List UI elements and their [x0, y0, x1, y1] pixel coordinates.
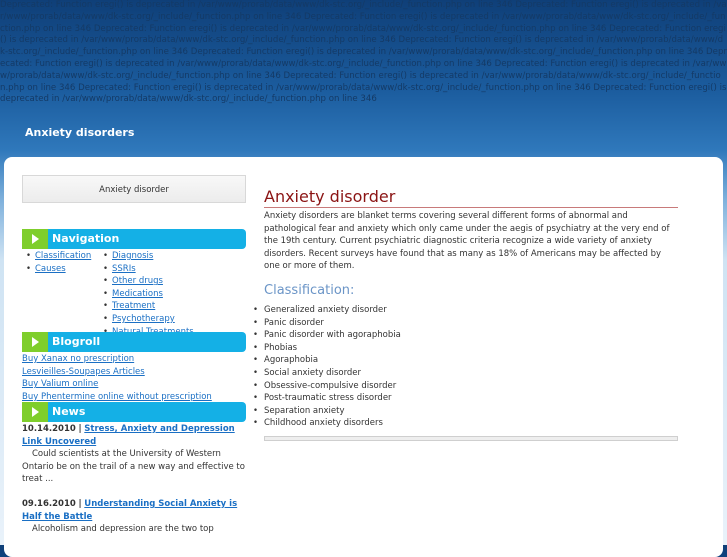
nav-link[interactable]: SSRIs [112, 263, 136, 274]
nav-item-classification[interactable] [24, 250, 91, 263]
news-title-link[interactable]: Understanding Social Anxiety is Half the Battle [22, 498, 238, 522]
news-heading [22, 402, 246, 422]
navigation-menu [22, 249, 246, 332]
nav-item-medications[interactable] [101, 288, 194, 301]
news-list [22, 422, 246, 536]
play-arrow-icon [22, 332, 48, 352]
nav-column-2 [101, 250, 194, 338]
blogroll-heading-label: Blogroll [52, 335, 101, 348]
intro-paragraph: Anxiety disorders are blanket terms covering several different forms of abnormal and pathological fear and anxiety which only came under the aegis of psychiatry at the very end of the 19th century. Current psychiatric diagnostic criteria recognize a wide variety of anxiety disorders. Recent surveys have found that as many as 18% of Americans may be affected by one or more of them. [264, 211, 670, 272]
nav-link[interactable]: Other drugs [112, 276, 163, 287]
blogroll-list [22, 352, 246, 402]
list-item: • Generalized anxiety disorder [264, 304, 678, 317]
news-date: 10.14.2010 [22, 424, 76, 434]
nav-item-treatment[interactable] [101, 300, 194, 313]
list-item: • Post-traumatic stress disorder [264, 392, 678, 405]
news-title-link[interactable]: Stress, Anxiety and Depression Link Uncovered [22, 424, 235, 447]
sidebar [22, 175, 246, 548]
nav-item-psychotherapy[interactable] [101, 313, 194, 326]
nav-item-diagnosis[interactable] [101, 250, 194, 263]
navigation-heading [22, 229, 246, 249]
news-heading-label: News [52, 405, 86, 418]
nav-link[interactable]: Psychotherapy [112, 313, 175, 324]
list-item: • Phobias [264, 342, 678, 355]
nav-link[interactable]: Medications [112, 288, 163, 299]
nav-link[interactable]: Treatment [112, 301, 156, 312]
blogroll-link[interactable]: Buy Phentermine online without prescription [22, 391, 212, 402]
news-excerpt: Could scientists at the University of Western Ontario be on the trail of a new way and effective to treat ... [22, 449, 245, 485]
list-item: • Panic disorder with agoraphobia [264, 329, 678, 342]
list-item: • Childhood anxiety disorders [264, 417, 678, 430]
blogroll-link[interactable]: Lesvieilles-Soupapes Articles [22, 366, 145, 377]
sidebar-spacer [22, 203, 246, 229]
content-panel [4, 157, 723, 557]
blogroll-link[interactable]: Buy Xanax no prescription [22, 354, 135, 364]
php-deprecated-warnings: Deprecated: Function eregi() is deprecated in /var/www/prorab/data/www/dk-stc.org/_include/_function.php on line 346 Deprecated: Function eregi() is deprecated in /var/www/prorab/data/www/dk-stc.org/_include/_function.php on line 346 Deprecated: Function eregi() is deprecated in /var/www/prorab/data/www/dk-stc.org/_include/_function.php on line 346 Deprecated: Function eregi() is deprecated in /var/www/prorab/data/www/dk-stc.org/_include/_function.php on line 346 Deprecated: Function eregi() is deprecated in /var/www/prorab/data/www/dk-stc.org/_include/_function.php on line 346 Deprecated: Function eregi() is deprecated in /var/www/prorab/data/www/dk-stc.org/_include/_function.php on line 346 Deprecated: Function eregi() is deprecated in /var/www/prorab/data/www/dk-stc.org/_include/_function.php on line 346 Deprecated: Function eregi() is deprecated in /var/www/prorab/data/www/dk-stc.org/_include/_function.php on line 346 Deprecated: Function eregi() is deprecated in /var/www/prorab/data/www/dk-stc.org/_include/_function.php on line 346 Deprecated: Function eregi() is deprecated in /var/www/prorab/data/www/dk-stc.org/_include/_function.php on line 346 Deprecated: Function eregi() is deprecated in /var/www/prorab/data/www/dk-stc.org/_include/_function.php on line 346 Deprecated: Function eregi() is deprecated in /var/www/prorab/data/www/dk-stc.org/_include/_function.php on line 346 [0, 0, 727, 105]
nav-link[interactable]: Classification [35, 251, 92, 261]
main-content [264, 187, 678, 441]
nav-column-1 [24, 250, 91, 275]
news-separator: | [78, 498, 82, 509]
blogroll-link[interactable]: Buy Valium online [22, 379, 99, 390]
list-item: • Obsessive-compulsive disorder [264, 380, 678, 393]
news-item [22, 498, 246, 536]
news-separator: | [78, 424, 82, 434]
list-item: • Separation anxiety [264, 405, 678, 418]
nav-link[interactable]: Diagnosis [112, 251, 154, 261]
list-item: • Panic disorder [264, 317, 678, 330]
news-excerpt: Alcoholism and depression are the two top [32, 524, 214, 535]
list-item: • Social anxiety disorder [264, 367, 678, 380]
content-divider [264, 436, 678, 441]
news-item [22, 423, 246, 486]
play-arrow-icon [22, 402, 48, 422]
navigation-heading-label: Navigation [52, 232, 120, 245]
nav-item-other-drugs[interactable] [101, 275, 194, 288]
classification-heading: Classification: [264, 282, 355, 298]
list-item: • Agoraphobia [264, 354, 678, 367]
nav-link[interactable]: Causes [35, 263, 66, 274]
play-arrow-icon [22, 229, 48, 249]
nav-item-causes[interactable] [24, 263, 91, 276]
site-title[interactable]: Anxiety disorders [25, 126, 135, 139]
page-title: Anxiety disorder [264, 187, 678, 208]
search-box[interactable]: Anxiety disorder [22, 175, 246, 203]
news-date: 09.16.2010 [22, 498, 76, 509]
nav-item-ssris[interactable] [101, 263, 194, 276]
classification-list [264, 304, 678, 430]
blogroll-heading [22, 332, 246, 352]
